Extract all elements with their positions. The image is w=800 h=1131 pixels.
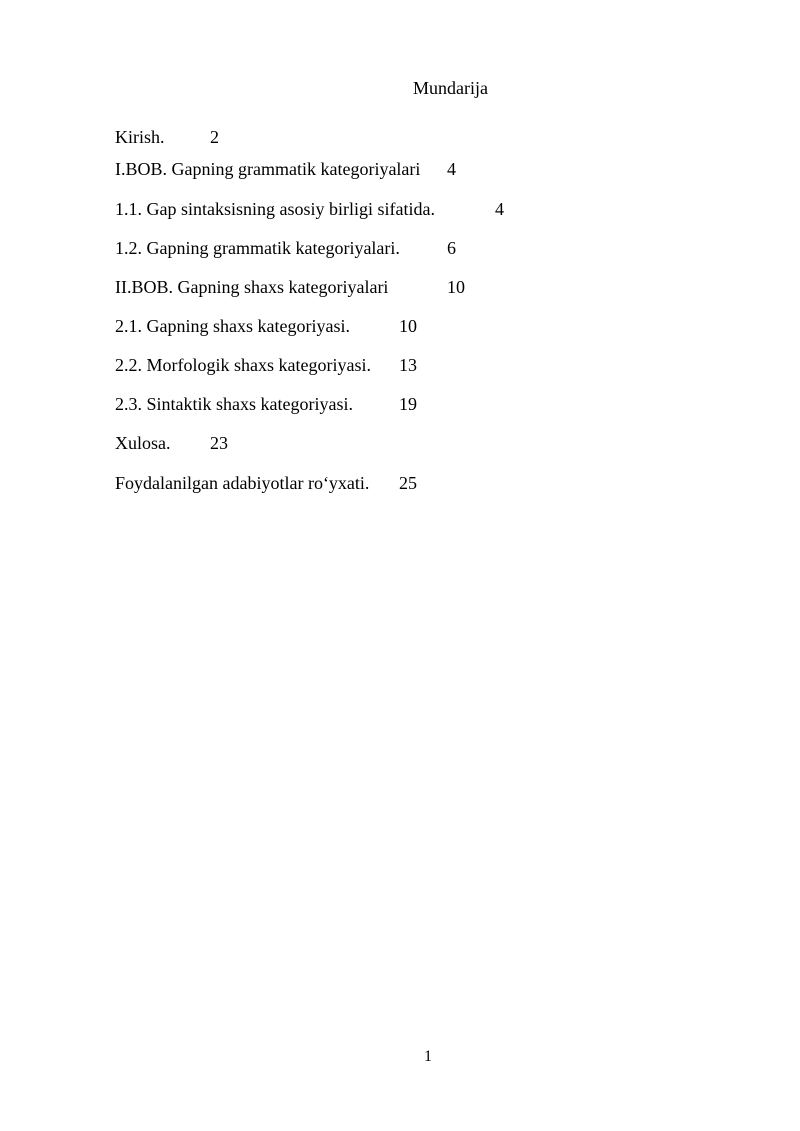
toc-entry-label: 2.2. Morfologik shaxs kategoriyasi. (115, 355, 371, 375)
toc-entry-label: Kirish. (115, 127, 165, 147)
page-number: 1 (424, 1048, 432, 1065)
toc-entry-label: Foydalanilgan adabiyotlar ro‘yxati. (115, 473, 370, 493)
toc-entry-label: Xulosa. (115, 433, 171, 453)
toc-entry-page: 23 (210, 433, 228, 453)
toc-entry-page: 4 (447, 159, 456, 179)
toc-entry-label: 2.1. Gapning shaxs kategoriyasi. (115, 316, 350, 336)
toc-entry-page: 4 (495, 199, 504, 219)
toc-entry-label: I.BOB. Gapning grammatik kategoriyalari (115, 159, 421, 179)
toc-entry-page: 10 (399, 316, 417, 336)
toc-entry-page: 2 (210, 127, 219, 147)
toc-entry-page: 13 (399, 355, 417, 375)
toc-entry-label: 1.2. Gapning grammatik kategoriyalari. (115, 238, 400, 258)
toc-entry-label: II.BOB. Gapning shaxs kategoriyalari (115, 277, 389, 297)
toc-entry-page: 6 (447, 238, 456, 258)
toc-entry-page: 10 (447, 277, 465, 297)
toc-title: Mundarija (413, 78, 488, 98)
toc-entry-page: 19 (399, 394, 417, 414)
toc-entry-label: 2.3. Sintaktik shaxs kategoriyasi. (115, 394, 353, 414)
toc-entry-page: 25 (399, 473, 417, 493)
toc-entry-label: 1.1. Gap sintaksisning asosiy birligi sifatida. (115, 199, 435, 219)
